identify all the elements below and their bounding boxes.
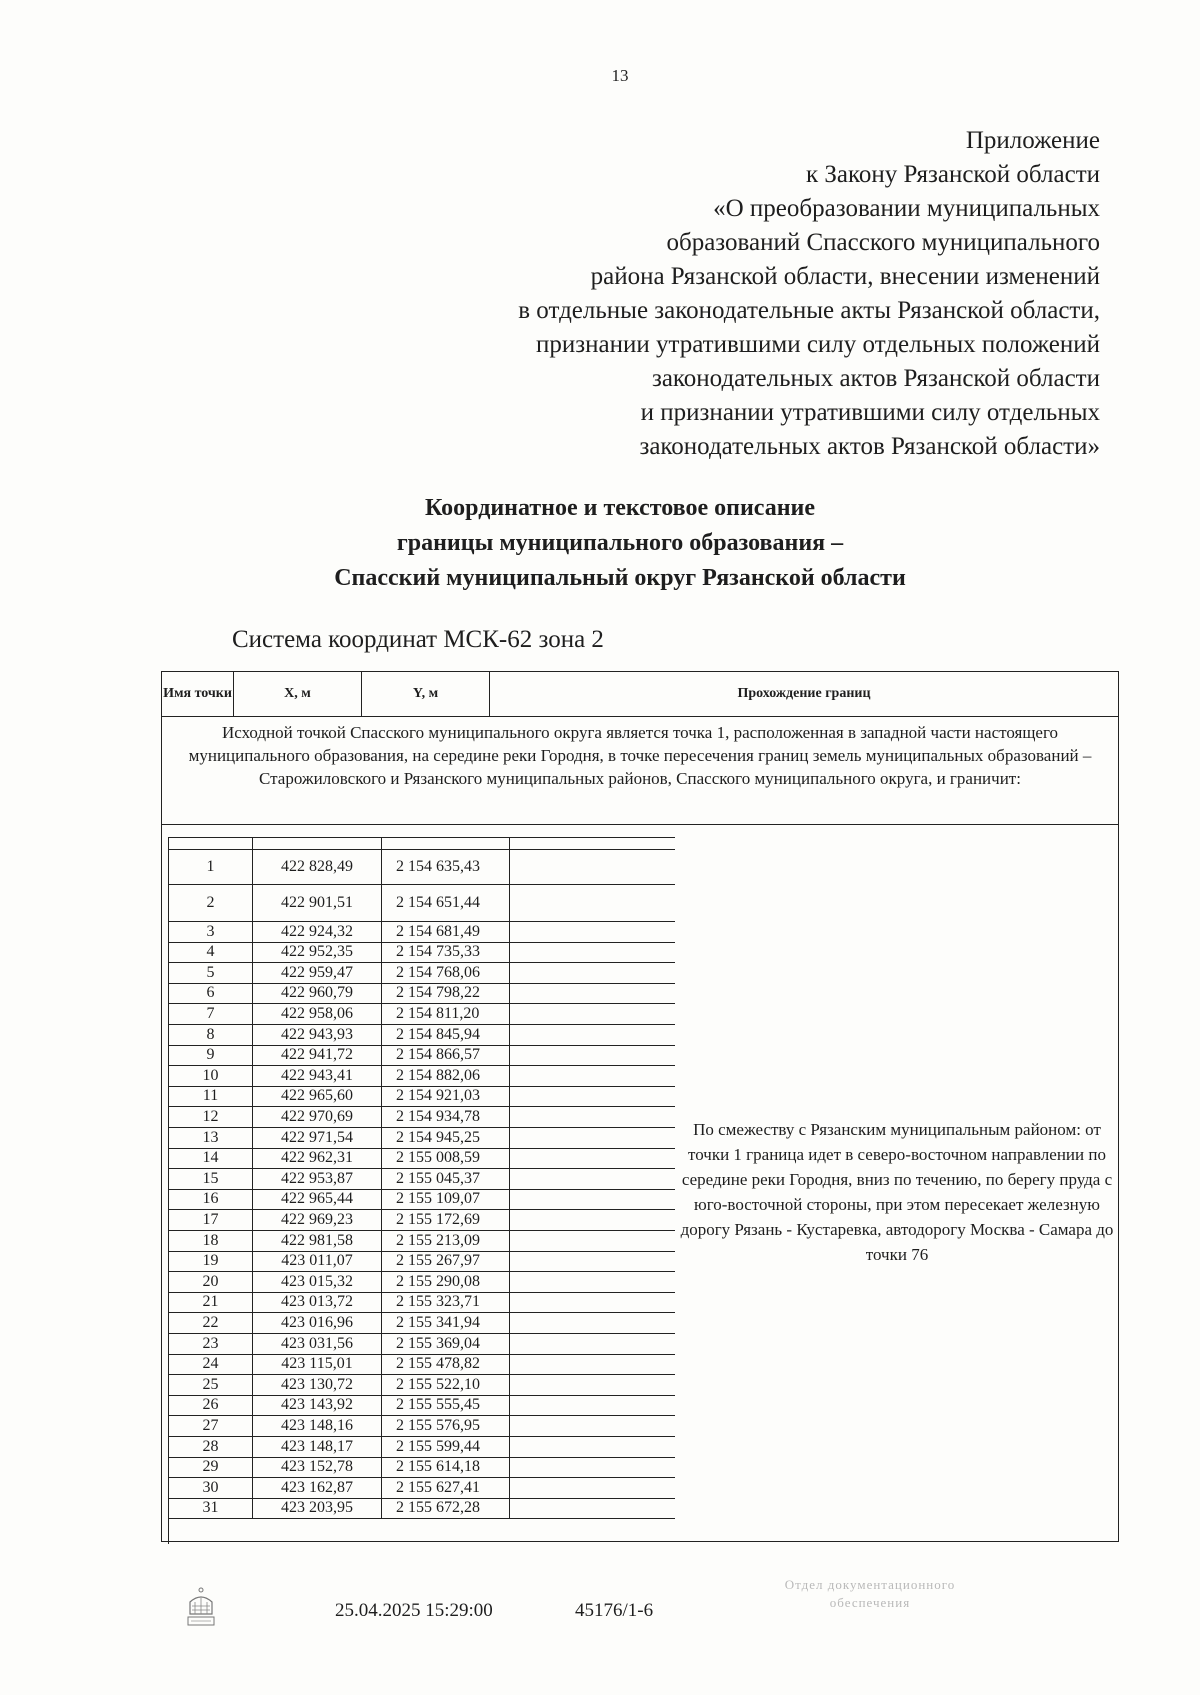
point-number-cell: 11 — [169, 1087, 253, 1107]
table-row — [169, 1169, 675, 1190]
appendix-line: законодательных актов Рязанской области» — [639, 433, 1100, 460]
title-line: границы муниципального образования – — [396, 530, 844, 556]
y-coordinate-cell: 2 154 845,94 — [382, 1025, 510, 1045]
x-coordinate-cell: 423 162,87 — [253, 1478, 382, 1498]
coordinate-rows — [168, 837, 675, 1544]
point-number-cell: 28 — [169, 1437, 253, 1457]
intro-text: Исходной точкой Спасского муниципального округа является точка 1, расположенная в западной части настоящего муниципального образования, на середине реки Городня, в точке пересечения границ земель муниципальных образований – Старожиловского и Рязанского муниципальных районов, Спасского муниципального округа, и граничит: — [162, 717, 1118, 825]
table-row — [169, 1334, 675, 1355]
table-row — [169, 1025, 675, 1046]
table-row — [169, 1478, 675, 1499]
y-coordinate-cell: 2 155 478,82 — [382, 1355, 510, 1375]
appendix-line: и признании утратившими силу отдельных — [640, 399, 1100, 426]
x-coordinate-cell: 422 969,23 — [253, 1210, 382, 1230]
x-coordinate-cell: 422 943,93 — [253, 1025, 382, 1045]
department-watermark — [720, 1576, 1020, 1612]
y-coordinate-cell: 2 155 341,94 — [382, 1313, 510, 1333]
stamp-datetime: 25.04.2025 15:29:00 — [335, 1600, 493, 1621]
x-coordinate-cell: 423 152,78 — [253, 1458, 382, 1478]
table-row — [169, 1293, 675, 1314]
table-row — [169, 1231, 675, 1252]
y-coordinate-cell: 2 154 798,22 — [382, 984, 510, 1004]
spacer-cell — [169, 838, 253, 849]
y-coordinate-cell: 2 154 811,20 — [382, 1004, 510, 1024]
y-coordinate-cell: 2 155 172,69 — [382, 1210, 510, 1230]
table-row — [169, 943, 675, 964]
appendix-line: в отдельные законодательные акты Рязанской области, — [518, 297, 1100, 324]
x-coordinate-cell: 422 965,60 — [253, 1087, 382, 1107]
stamp-document-id: 45176/1-6 — [575, 1600, 654, 1621]
y-coordinate-cell: 2 154 921,03 — [382, 1087, 510, 1107]
y-coordinate-cell: 2 155 109,07 — [382, 1190, 510, 1210]
point-number-cell: 8 — [169, 1025, 253, 1045]
point-number-cell: 18 — [169, 1231, 253, 1251]
x-coordinate-cell: 422 952,35 — [253, 943, 382, 963]
table-row — [169, 1396, 675, 1417]
header-x: X, м — [234, 672, 362, 717]
point-number-cell: 7 — [169, 1004, 253, 1024]
table-row — [169, 1066, 675, 1087]
point-number-cell: 10 — [169, 1066, 253, 1086]
x-coordinate-cell: 423 016,96 — [253, 1313, 382, 1333]
y-coordinate-cell: 2 155 576,95 — [382, 1416, 510, 1436]
appendix-line: законодательных актов Рязанской области — [651, 365, 1100, 392]
x-coordinate-cell: 422 962,31 — [253, 1149, 382, 1169]
point-number-cell: 3 — [169, 922, 253, 942]
boundary-table — [161, 671, 1119, 1542]
x-coordinate-cell: 422 901,51 — [253, 885, 382, 921]
y-coordinate-cell: 2 154 866,57 — [382, 1046, 510, 1066]
point-number-cell: 4 — [169, 943, 253, 963]
table-row — [169, 1004, 675, 1025]
point-number-cell: 29 — [169, 1458, 253, 1478]
table-row — [169, 1190, 675, 1211]
point-number-cell: 1 — [169, 850, 253, 884]
point-number-cell: 6 — [169, 984, 253, 1004]
point-number-cell: 22 — [169, 1313, 253, 1333]
point-number-cell: 31 — [169, 1499, 253, 1519]
y-coordinate-cell: 2 154 934,78 — [382, 1107, 510, 1127]
y-coordinate-cell: 2 155 555,45 — [382, 1396, 510, 1416]
watermark-line: Отдел документационного — [784, 1577, 956, 1592]
spacer-cell — [253, 838, 382, 849]
header-point-name: Имя точки — [162, 672, 234, 717]
table-row — [169, 850, 675, 885]
page-number: 13 — [611, 66, 629, 85]
point-number-cell: 15 — [169, 1169, 253, 1189]
y-coordinate-cell: 2 155 008,59 — [382, 1149, 510, 1169]
appendix-line: к Закону Рязанской области — [806, 161, 1100, 188]
spacer-cell — [382, 838, 510, 849]
x-coordinate-cell: 423 031,56 — [253, 1334, 382, 1354]
point-number-cell: 25 — [169, 1375, 253, 1395]
x-coordinate-cell: 423 130,72 — [253, 1375, 382, 1395]
table-row — [169, 1107, 675, 1128]
appendix-line: признании утратившими силу отдельных положений — [535, 331, 1100, 358]
x-coordinate-cell: 422 828,49 — [253, 850, 382, 884]
x-coordinate-cell: 423 115,01 — [253, 1355, 382, 1375]
point-number-cell: 9 — [169, 1046, 253, 1066]
x-coordinate-cell: 423 143,92 — [253, 1396, 382, 1416]
document-title — [0, 491, 1200, 596]
x-coordinate-cell: 423 148,16 — [253, 1416, 382, 1436]
y-coordinate-cell: 2 154 768,06 — [382, 963, 510, 983]
spacer-row — [169, 838, 675, 850]
table-row — [169, 984, 675, 1005]
x-coordinate-cell: 422 943,41 — [253, 1066, 382, 1086]
appendix-line: образований Спасского муниципального — [666, 229, 1100, 256]
point-number-cell: 27 — [169, 1416, 253, 1436]
y-coordinate-cell: 2 154 635,43 — [382, 850, 510, 884]
x-coordinate-cell: 422 941,72 — [253, 1046, 382, 1066]
table-row — [169, 1437, 675, 1458]
point-number-cell: 13 — [169, 1128, 253, 1148]
point-number-cell: 12 — [169, 1107, 253, 1127]
y-coordinate-cell: 2 155 627,41 — [382, 1478, 510, 1498]
table-row — [169, 1252, 675, 1273]
x-coordinate-cell: 422 970,69 — [253, 1107, 382, 1127]
table-row — [169, 1375, 675, 1396]
x-coordinate-cell: 422 971,54 — [253, 1128, 382, 1148]
y-coordinate-cell: 2 155 522,10 — [382, 1375, 510, 1395]
point-number-cell: 24 — [169, 1355, 253, 1375]
title-line: Спасский муниципальный округ Рязанской области — [334, 565, 906, 591]
point-number-cell: 17 — [169, 1210, 253, 1230]
x-coordinate-cell: 423 015,32 — [253, 1272, 382, 1292]
table-row — [169, 1272, 675, 1293]
y-coordinate-cell: 2 154 735,33 — [382, 943, 510, 963]
x-coordinate-cell: 422 924,32 — [253, 922, 382, 942]
x-coordinate-cell: 422 981,58 — [253, 1231, 382, 1251]
point-number-cell: 20 — [169, 1272, 253, 1292]
point-number-cell: 19 — [169, 1252, 253, 1272]
point-number-cell: 2 — [169, 885, 253, 921]
boundary-description: По смежеству с Рязанским муниципальным районом: от точки 1 граница идет в северо-восточном направлении по середине реки Городня, вниз по течению, по берегу пруда с юго-восточной стороны, при этом пересекает железную дорогу Рязань - Кустаревка, автодорогу Москва - Самара до точки 76 — [680, 1120, 1114, 1264]
table-row — [169, 1416, 675, 1437]
y-coordinate-cell: 2 155 369,04 — [382, 1334, 510, 1354]
y-coordinate-cell: 2 155 290,08 — [382, 1272, 510, 1292]
table-row — [169, 1313, 675, 1334]
point-number-cell: 21 — [169, 1293, 253, 1313]
x-coordinate-cell: 423 011,07 — [253, 1252, 382, 1272]
title-line: Координатное и текстовое описание — [424, 495, 816, 521]
appendix-line: Приложение — [965, 127, 1100, 154]
x-coordinate-cell: 423 203,95 — [253, 1499, 382, 1519]
table-row — [169, 1149, 675, 1170]
appendix-line: «О преобразовании муниципальных — [713, 195, 1100, 222]
x-coordinate-cell: 422 960,79 — [253, 984, 382, 1004]
appendix-header — [380, 124, 1100, 464]
table-row — [169, 1355, 675, 1376]
table-row — [169, 922, 675, 943]
y-coordinate-cell: 2 155 045,37 — [382, 1169, 510, 1189]
y-coordinate-cell: 2 155 672,28 — [382, 1499, 510, 1519]
y-coordinate-cell: 2 154 882,06 — [382, 1066, 510, 1086]
x-coordinate-cell: 422 959,47 — [253, 963, 382, 983]
table-row — [169, 1128, 675, 1149]
point-number-cell: 14 — [169, 1149, 253, 1169]
y-coordinate-cell: 2 155 614,18 — [382, 1458, 510, 1478]
y-coordinate-cell: 2 154 681,49 — [382, 922, 510, 942]
table-row — [169, 1458, 675, 1479]
x-coordinate-cell: 422 958,06 — [253, 1004, 382, 1024]
y-coordinate-cell: 2 155 213,09 — [382, 1231, 510, 1251]
table-row — [169, 885, 675, 922]
footer — [0, 1577, 1200, 1656]
point-number-cell: 26 — [169, 1396, 253, 1416]
x-coordinate-cell: 423 013,72 — [253, 1293, 382, 1313]
point-number-cell: 16 — [169, 1190, 253, 1210]
y-coordinate-cell: 2 154 651,44 — [382, 885, 510, 921]
x-coordinate-cell: 423 148,17 — [253, 1437, 382, 1457]
point-number-cell: 5 — [169, 963, 253, 983]
header-passage: Прохождение границ — [490, 672, 1118, 717]
y-coordinate-cell: 2 155 267,97 — [382, 1252, 510, 1272]
watermark-line: обеспечения — [829, 1595, 911, 1610]
appendix-line: района Рязанской области, внесении изменений — [590, 263, 1100, 290]
coordinate-system-label: Система координат МСК-62 зона 2 — [232, 626, 604, 653]
point-number-cell: 30 — [169, 1478, 253, 1498]
header-y: Y, м — [362, 672, 490, 717]
y-coordinate-cell: 2 154 945,25 — [382, 1128, 510, 1148]
y-coordinate-cell: 2 155 323,71 — [382, 1293, 510, 1313]
table-row — [169, 1087, 675, 1108]
table-row — [169, 1046, 675, 1067]
table-row — [169, 963, 675, 984]
table-row — [169, 1210, 675, 1231]
x-coordinate-cell: 422 953,87 — [253, 1169, 382, 1189]
emblem-icon — [184, 1584, 218, 1632]
table-row — [169, 1499, 675, 1520]
x-coordinate-cell: 422 965,44 — [253, 1190, 382, 1210]
y-coordinate-cell: 2 155 599,44 — [382, 1437, 510, 1457]
point-number-cell: 23 — [169, 1334, 253, 1354]
